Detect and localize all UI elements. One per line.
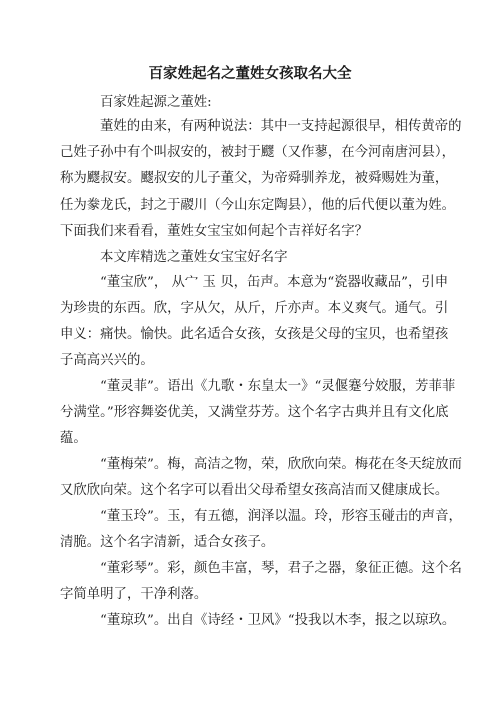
paragraph-line: “董梅荣”。梅，高洁之物，荣，欣欣向荣。梅花在冬天绽放而: [100, 457, 462, 472]
paragraph-line: 清脆。这个名字清新，适合女孩子。: [60, 535, 275, 550]
paragraph-line: “董宝欣”， 从宀 玉 贝，缶声。本意为“瓷器收藏品”，引申: [100, 275, 449, 290]
paragraph-line: “董玉玲”。玉，有五德，润泽以温。玲，形容玉碰击的声音，: [100, 509, 462, 524]
paragraph-line: 任为豢龙氏，封之于鬷川（今山东定陶县），他的后代便以董为姓。: [60, 198, 456, 213]
paragraph-line: 蕴。: [60, 431, 87, 446]
paragraph-line: 兮满堂。”形容舞姿优美，又满堂芬芳。这个名字古典并且有文化底: [60, 405, 449, 420]
paragraph-line: “董琼玖”。出自《诗经・卫风》“投我以木李，报之以琼玖。: [100, 613, 456, 628]
paragraph-line: “董彩琴”。彩，颜色丰富，琴，君子之器，象征正德。这个名: [100, 561, 462, 576]
document-title: 百家姓起名之董姓女孩取名大全: [148, 65, 352, 82]
paragraph-line: 董姓的由来，有两种说法：其中一支持起源很早，相传黄帝的: [100, 119, 462, 134]
paragraph-line: 己姓子孙中有个叫叔安的，被封于飂（又作蓼，在今河南唐河县），: [60, 145, 456, 160]
paragraph-line: 又欣欣向荣。这个名字可以看出父母希望女孩高洁而又健康成长。: [60, 483, 449, 498]
paragraph-line: 申义：痛快。愉快。此名适合女孩，女孩是父母的宝贝，也希望孩: [60, 327, 449, 342]
paragraph-line: 子高高兴兴的。: [60, 353, 154, 368]
paragraph-line: 本文库精选之董姓女宝宝好名字: [100, 250, 288, 265]
paragraph-line: 下面我们来看看，董姓女宝宝如何起个吉祥好名字？: [60, 224, 368, 239]
paragraph-line: 为珍贵的东西。欣，字从欠，从斤，斤亦声。本义爽气。通气。引: [60, 301, 449, 316]
paragraph-line: 百家姓起源之董姓:: [100, 95, 212, 110]
paragraph-line: 字简单明了，干净利落。: [60, 587, 208, 602]
paragraph-line: “董灵菲”。语出《九歌・东皇太一》“灵偃蹇兮姣服，芳菲菲: [100, 379, 456, 394]
paragraph-line: 称为飂叔安。飂叔安的儿子董父，为帝舜驯养龙，被舜赐姓为董，: [60, 171, 449, 186]
